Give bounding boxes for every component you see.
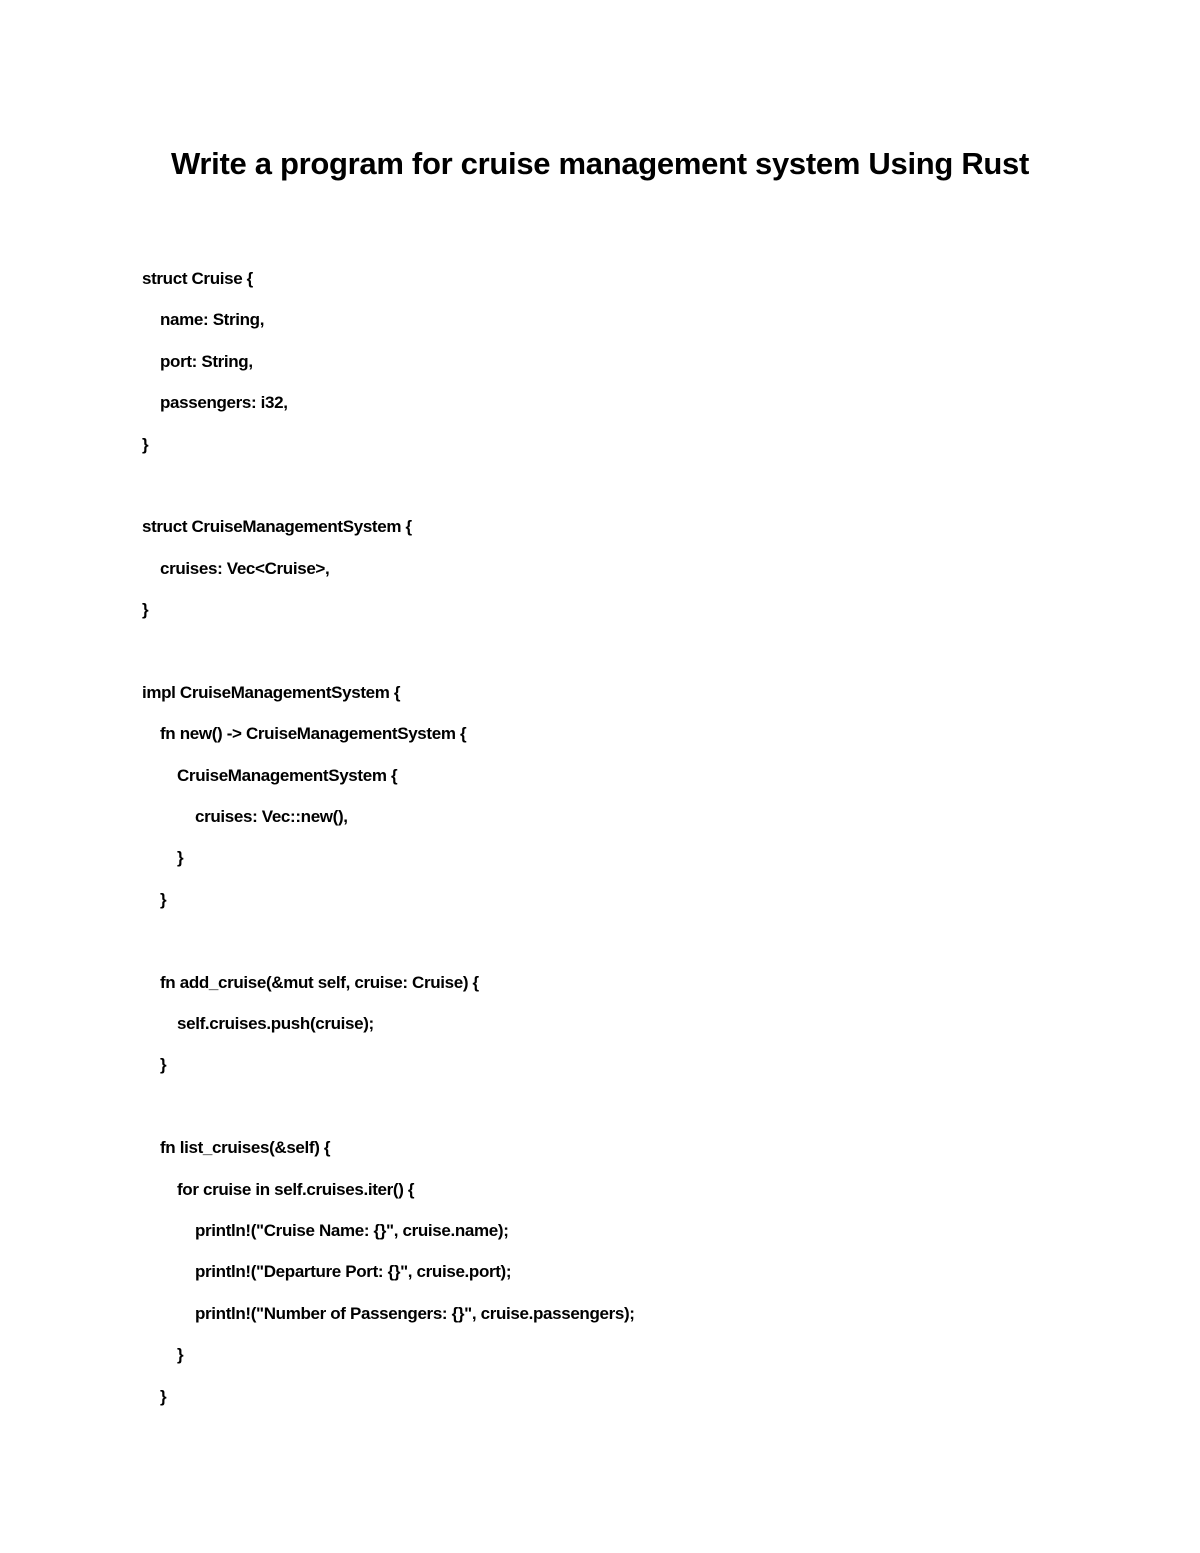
code-line: } [160,1386,167,1406]
code-line: port: String, [160,351,253,371]
code-line: println!("Number of Passengers: {}", cruise.passengers); [195,1303,635,1323]
code-line-blank [142,469,1142,510]
code-line: } [142,434,149,454]
document-title: Write a program for cruise management system Using Rust [170,146,1030,181]
code-line: fn add_cruise(&mut self, cruise: Cruise) { [160,972,479,992]
code-line-blank [142,1090,1142,1131]
code-line: struct Cruise { [142,269,253,288]
code-line: println!("Cruise Name: {}", cruise.name); [195,1220,509,1240]
code-line: for cruise in self.cruises.iter() { [177,1179,415,1199]
code-line: println!("Departure Port: {}", cruise.port); [195,1262,512,1282]
code-line: impl CruiseManagementSystem { [142,682,401,702]
code-line: } [177,1345,184,1365]
code-line: cruises: Vec::new(), [195,807,348,827]
code-line: struct CruiseManagementSystem { [142,517,412,537]
code-line: } [160,889,167,909]
code-line: fn list_cruises(&self) { [160,1138,331,1158]
code-line-blank [142,924,1142,965]
code-line-blank [142,635,1142,676]
code-line: CruiseManagementSystem { [177,765,398,785]
code-line: } [160,1055,167,1075]
code-line: name: String, [160,310,265,330]
code-line: fn new() -> CruiseManagementSystem { [160,724,467,744]
code-line: } [177,848,184,868]
code-line: cruises: Vec<Cruise>, [160,558,330,578]
code-line: self.cruises.push(cruise); [177,1014,374,1034]
code-block [142,262,1142,1421]
code-line: } [142,600,149,620]
code-line: passengers: i32, [160,393,288,413]
